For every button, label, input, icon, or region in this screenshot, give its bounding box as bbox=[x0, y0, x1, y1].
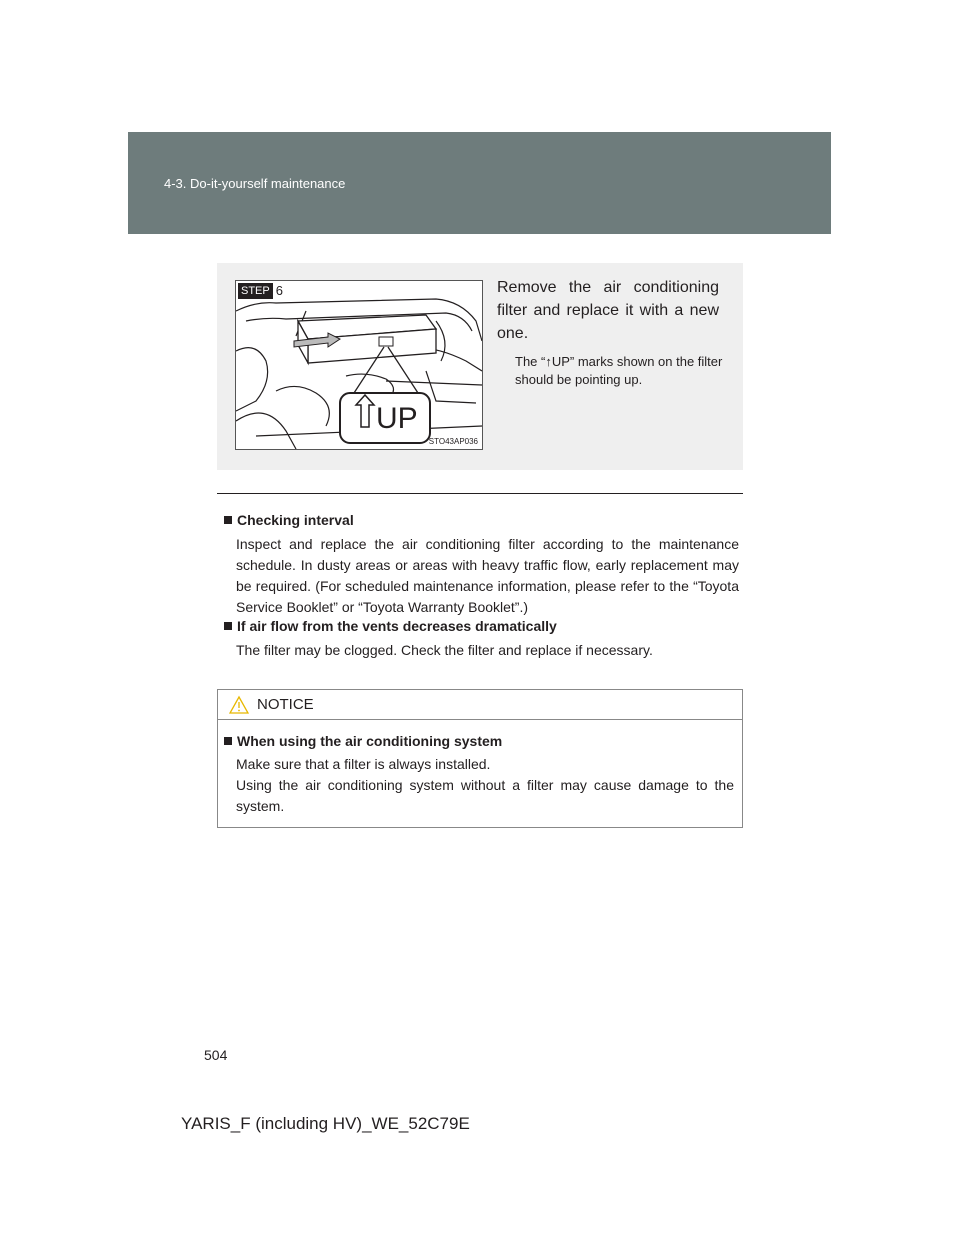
section-body: Inspect and replace the air conditioning filter according to the maintenance schedule. In dusty areas or areas with heavy traffic flow, early replacement may be required. (For scheduled maintenance information, please refer to the “Toyota Service Booklet” or “Toyota Warranty Booklet”.) bbox=[236, 536, 739, 615]
callout-up-label: UP bbox=[376, 402, 418, 435]
step-instruction: Remove the air conditioning filter and replace it with a new one. bbox=[497, 279, 719, 342]
document-footer: YARIS_F (including HV)_WE_52C79E bbox=[181, 1114, 470, 1133]
step-note: The “↑UP” marks shown on the filter should be pointing up. bbox=[515, 354, 723, 387]
step-badge-word: STEP bbox=[238, 283, 273, 299]
bullet-square-icon bbox=[224, 516, 232, 524]
section-divider bbox=[217, 493, 743, 494]
section-air-flow bbox=[224, 617, 739, 661]
bullet-square-icon bbox=[224, 622, 232, 630]
step-panel bbox=[217, 263, 743, 470]
step-badge-number: 6 bbox=[273, 283, 286, 299]
section-title: 4-3. Do-it-yourself maintenance bbox=[164, 176, 346, 191]
section-checking-interval bbox=[224, 511, 739, 618]
filter-illustration bbox=[235, 280, 483, 450]
notice-line: Using the air conditioning system without a filter may cause damage to the system. bbox=[236, 777, 734, 814]
section-heading bbox=[224, 617, 739, 635]
notice-line: Make sure that a filter is always installed. bbox=[236, 756, 491, 772]
warning-triangle-icon bbox=[229, 695, 249, 715]
filter-drawing bbox=[236, 281, 482, 449]
notice-header bbox=[218, 690, 742, 720]
section-header-bar bbox=[128, 132, 831, 234]
section-heading-text: Checking interval bbox=[237, 512, 354, 528]
bullet-square-icon bbox=[224, 737, 232, 745]
page-number: 504 bbox=[204, 1047, 228, 1063]
notice-body bbox=[236, 754, 734, 817]
notice-section bbox=[224, 732, 734, 817]
section-body: The filter may be clogged. Check the filter and replace if necessary. bbox=[236, 642, 653, 658]
figure-id: STO43AP036 bbox=[428, 437, 478, 446]
notice-heading-text: When using the air conditioning system bbox=[237, 733, 503, 749]
step-badge bbox=[238, 283, 286, 299]
notice-box bbox=[217, 689, 743, 828]
section-heading-text: If air flow from the vents decreases dramatically bbox=[237, 618, 557, 634]
notice-label: NOTICE bbox=[257, 696, 314, 713]
section-heading bbox=[224, 511, 739, 529]
notice-heading bbox=[224, 732, 734, 750]
